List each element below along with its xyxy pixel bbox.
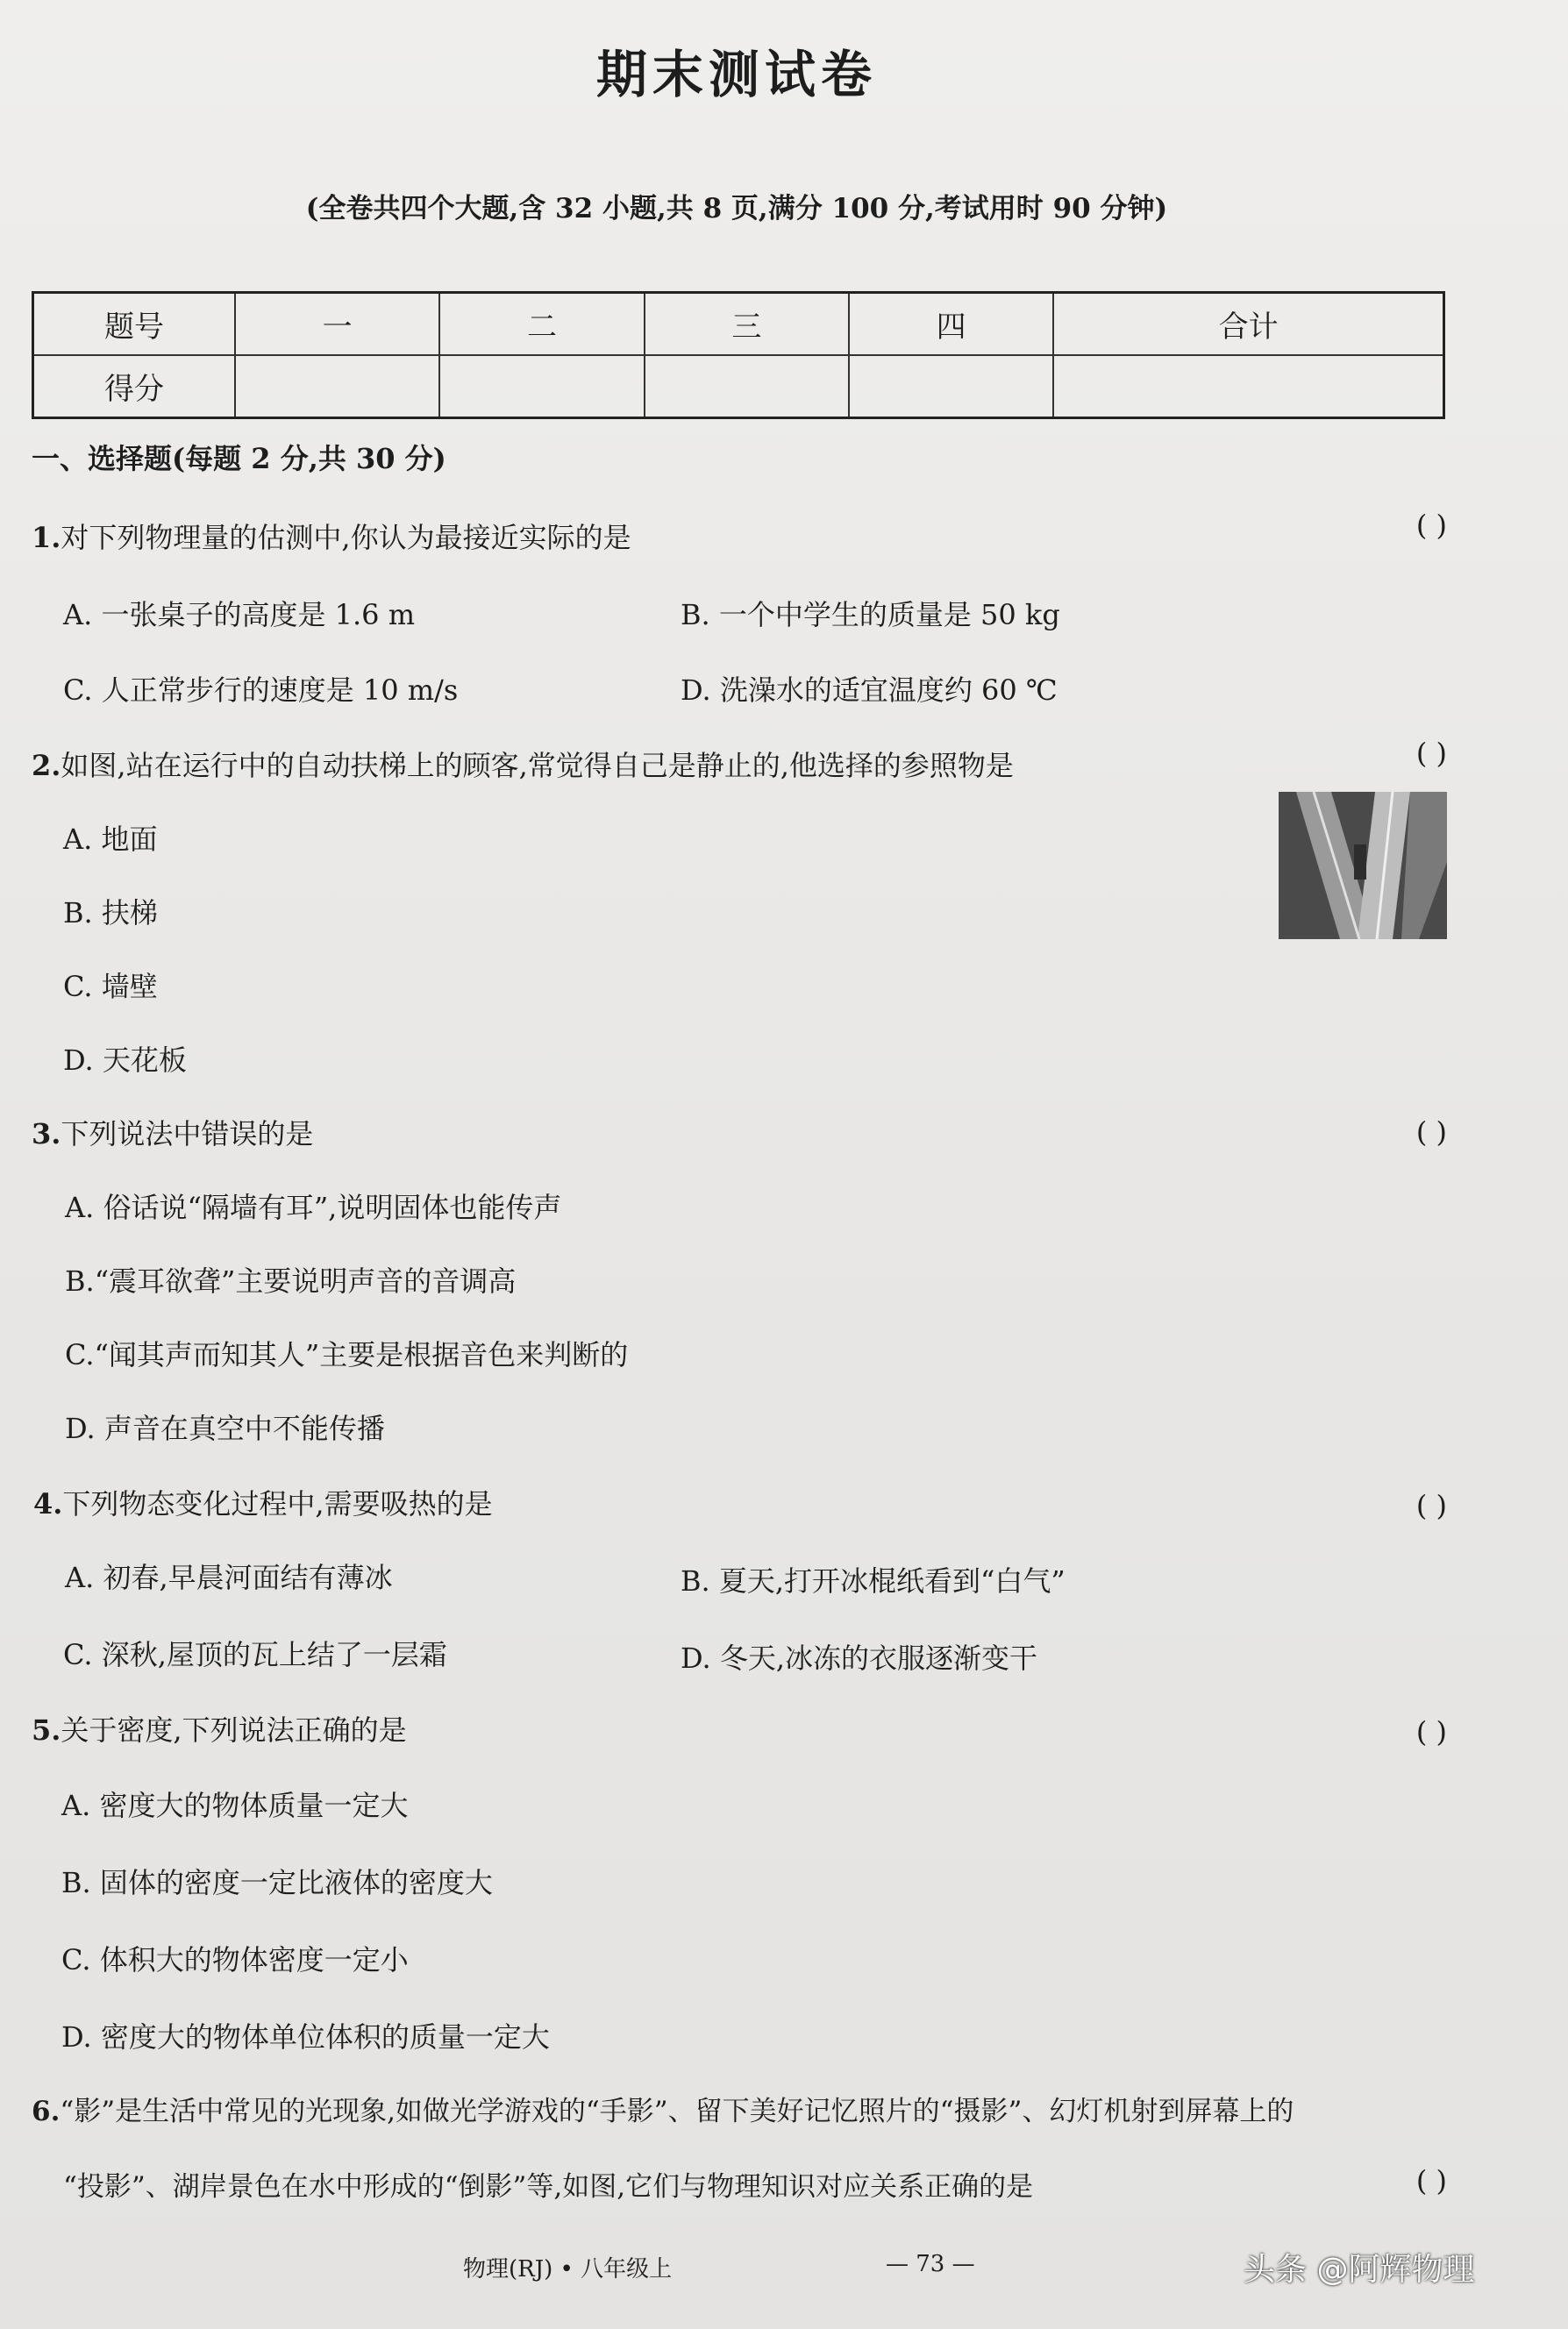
page-title: 期末测试卷: [595, 45, 877, 104]
question-number: 5.: [32, 1713, 61, 1747]
answer-blank[interactable]: ( ): [1415, 1489, 1447, 1522]
option-a[interactable]: A. 密度大的物体质量一定大: [61, 1789, 409, 1822]
option-d[interactable]: D. 冬天,冰冻的衣服逐渐变干: [681, 1642, 1038, 1675]
score-blank[interactable]: [645, 355, 849, 418]
question-2: [32, 744, 1014, 784]
score-row-label: 得分: [33, 355, 236, 418]
option-c[interactable]: C. 墙壁: [63, 970, 158, 1003]
exam-instructions: (全卷共四个大题,含 32 小题,共 8 页,满分 100 分,考试用时 90 分钟): [305, 193, 1168, 224]
score-blank[interactable]: [439, 355, 644, 418]
escalator-photo-drawing: [1279, 792, 1447, 939]
escalator-photo: [1279, 792, 1447, 939]
question-number: 4.: [33, 1487, 63, 1521]
question-text: 关于密度,下列说法正确的是: [61, 1713, 407, 1747]
score-blank[interactable]: [849, 355, 1053, 418]
question-3: [32, 1112, 313, 1152]
option-c[interactable]: C. 人正常步行的速度是 10 m/s: [63, 673, 459, 707]
score-cell-section-2: 二: [439, 293, 644, 356]
score-cell-section-3: 三: [645, 293, 849, 356]
option-a[interactable]: A. 初春,早晨河面结有薄冰: [65, 1561, 393, 1594]
page-number: — 73 —: [886, 2251, 975, 2277]
option-b[interactable]: B. 扶梯: [63, 896, 158, 929]
option-c[interactable]: C. 体积大的物体密度一定小: [61, 1943, 409, 1976]
option-d[interactable]: D. 洗澡水的适宜温度约 60 ℃: [681, 673, 1058, 707]
option-b[interactable]: B. 固体的密度一定比液体的密度大: [61, 1866, 493, 1899]
option-b[interactable]: B.“震耳欲聋”主要说明声音的音调高: [65, 1264, 517, 1298]
answer-blank[interactable]: ( ): [1415, 1115, 1447, 1149]
footer-book-title: 物理(RJ) • 八年级上: [463, 2256, 673, 2283]
score-blank[interactable]: [1053, 355, 1443, 418]
option-b[interactable]: B. 夏天,打开冰棍纸看到“白气”: [681, 1564, 1066, 1598]
option-d[interactable]: D. 密度大的物体单位体积的质量一定大: [61, 2020, 550, 2054]
question-text: 下列说法中错误的是: [61, 1117, 314, 1150]
option-c[interactable]: C.“闻其声而知其人”主要是根据音色来判断的: [65, 1338, 629, 1371]
option-d[interactable]: D. 天花板: [63, 1043, 187, 1077]
answer-blank[interactable]: ( ): [1415, 737, 1447, 770]
option-a[interactable]: A. 地面: [63, 823, 158, 856]
question-number: 1.: [32, 521, 61, 554]
question-text: 下列物态变化过程中,需要吸热的是: [62, 1487, 493, 1521]
question-4: [33, 1482, 493, 1522]
answer-blank[interactable]: ( ): [1415, 1715, 1447, 1749]
question-number: 3.: [32, 1117, 61, 1150]
question-text: “影”是生活中常见的光现象,如做光学游戏的“手影”、留下美好记忆照片的“摄影”、幻灯机射到屏幕上的: [60, 2096, 1294, 2127]
question-6-continued: “投影”、湖岸景色在水中形成的“倒影”等,如图,它们与物理知识对应关系正确的是: [63, 2171, 1034, 2203]
option-c[interactable]: C. 深秋,屋顶的瓦上结了一层霜: [63, 1638, 447, 1671]
option-a[interactable]: A. 俗话说“隔墙有耳”,说明固体也能传声: [65, 1191, 562, 1224]
score-cell-label: 题号: [33, 293, 236, 356]
option-d[interactable]: D. 声音在真空中不能传播: [65, 1412, 385, 1445]
option-b[interactable]: B. 一个中学生的质量是 50 kg: [681, 598, 1060, 631]
question-number: 2.: [32, 749, 61, 782]
score-cell-section-1: 一: [235, 293, 439, 356]
score-blank[interactable]: [235, 355, 439, 418]
watermark: 头条 @阿辉物理: [1244, 2252, 1475, 2288]
section-heading: 一、选择题(每题 2 分,共 30 分): [32, 442, 446, 475]
answer-blank[interactable]: ( ): [1415, 2164, 1447, 2197]
question-text: 对下列物理量的估测中,你认为最接近实际的是: [61, 521, 631, 554]
question-text: 如图,站在运行中的自动扶梯上的顾客,常觉得自己是静止的,他选择的参照物是: [61, 749, 1014, 782]
score-table-header-row: [33, 293, 1444, 356]
question-6: [32, 2089, 1294, 2128]
question-number: 6.: [32, 2096, 61, 2127]
score-table: [32, 291, 1445, 419]
question-5: [32, 1708, 407, 1749]
answer-blank[interactable]: ( ): [1415, 509, 1447, 542]
option-a[interactable]: A. 一张桌子的高度是 1.6 m: [63, 598, 416, 631]
score-cell-total: 合计: [1053, 293, 1443, 356]
score-cell-section-4: 四: [849, 293, 1053, 356]
score-table-score-row: [33, 355, 1444, 418]
question-1: [32, 516, 631, 556]
